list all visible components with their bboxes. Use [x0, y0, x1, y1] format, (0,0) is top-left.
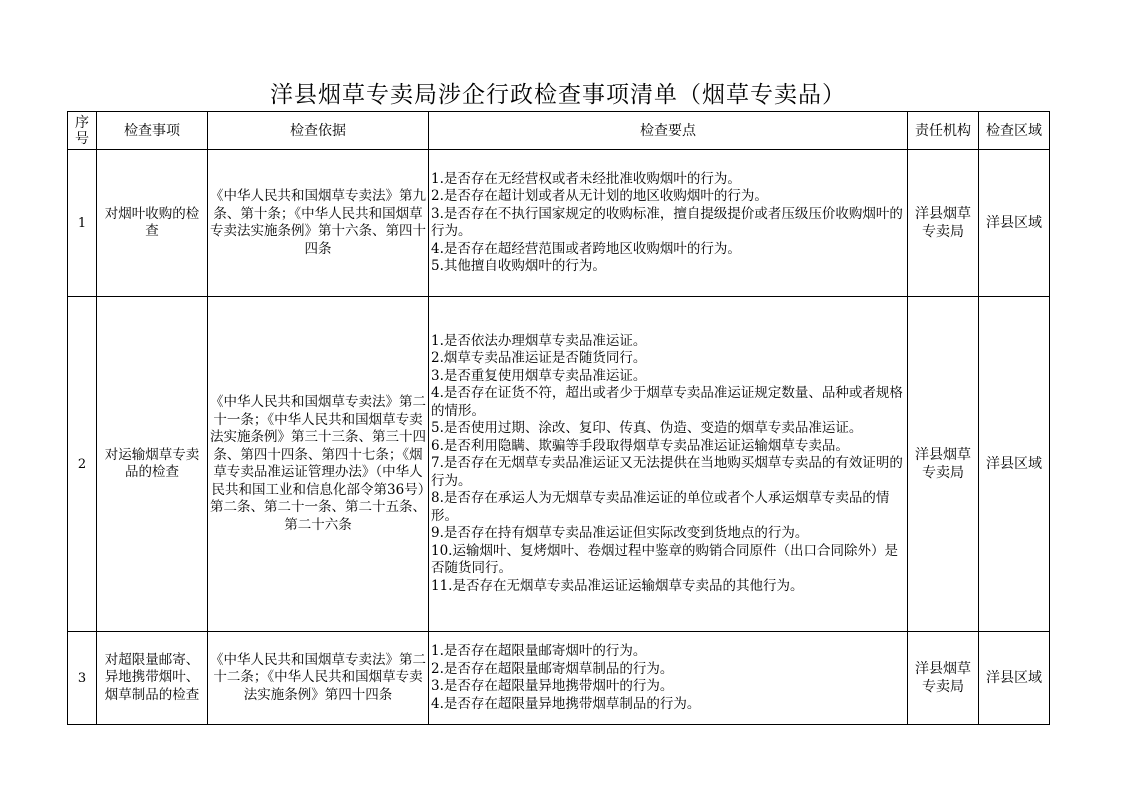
point-item: 2.是否存在超限量邮寄烟草制品的行为。 [431, 660, 674, 677]
point-item: 4.是否存在超限量异地携带烟草制品的行为。 [431, 695, 701, 712]
inspection-table [67, 111, 1050, 725]
point-item: 1.是否存在无经营权或者未经批准收购烟叶的行为。 [431, 170, 741, 187]
header-basis: 检查依据 [208, 112, 429, 150]
responsible-org: 洋县烟草专卖局 [908, 632, 979, 725]
header-org: 责任机构 [908, 112, 979, 150]
row-number: 1 [68, 150, 97, 297]
point-item: 5.是否使用过期、涂改、复印、传真、伪造、变造的烟草专卖品准运证。 [431, 420, 863, 437]
inspection-item: 对运输烟草专卖品的检查 [97, 297, 208, 632]
point-item: 9.是否存在持有烟草专卖品准运证但实际改变到货地点的行为。 [431, 525, 809, 542]
point-item: 11.是否存在无烟草专卖品准运证运输烟草专卖品的其他行为。 [431, 577, 804, 594]
header-area: 检查区域 [979, 112, 1050, 150]
point-item: 4.是否存在证货不符，超出或者少于烟草专卖品准运证规定数量、品种或者规格的情形。 [431, 385, 903, 419]
point-item: 7.是否存在无烟草专卖品准运证又无法提供在当地购买烟草专卖品的有效证明的行为。 [431, 455, 903, 489]
point-item: 10.运输烟叶、复烤烟叶、卷烟过程中鉴章的购销合同原件（出口合同除外）是否随货同行。 [431, 542, 898, 577]
inspection-basis: 《中华人民共和国烟草专卖法》第二十一条；《中华人民共和国烟草专卖法实施条例》第三十三条、第三十四条、第四十四条、第四十七条；《烟草专卖品准运证管理办法》（中华人民共和国工业和信息化部令第36号）第二条、第二十一条、第二十五条、第二十六条 [208, 297, 429, 632]
point-item: 8.是否存在承运人为无烟草专卖品准运证的单位或者个人承运烟草专卖品的情形。 [431, 490, 890, 524]
row-number: 2 [68, 297, 97, 632]
point-item: 2.烟草专卖品准运证是否随货同行。 [431, 350, 647, 367]
table-header-row [68, 112, 1050, 150]
inspection-area: 洋县区域 [979, 150, 1050, 297]
header-points: 检查要点 [429, 112, 908, 150]
inspection-item: 对超限量邮寄、异地携带烟叶、烟草制品的检查 [97, 632, 208, 725]
row-number: 3 [68, 632, 97, 725]
inspection-area: 洋县区域 [979, 632, 1050, 725]
point-item: 1.是否依法办理烟草专卖品准运证。 [431, 332, 647, 349]
inspection-points [429, 297, 908, 632]
document-title: 洋县烟草专卖局涉企行政检查事项清单（烟草专卖品） [270, 82, 846, 108]
header-item: 检查事项 [97, 112, 208, 150]
inspection-points [429, 150, 908, 297]
table-row [68, 632, 1050, 725]
header-no: 序号 [68, 112, 97, 150]
inspection-basis: 《中华人民共和国烟草专卖法》第九条、第十条；《中华人民共和国烟草专卖法实施条例》第十六条、第四十四条 [208, 150, 429, 297]
inspection-basis: 《中华人民共和国烟草专卖法》第二十二条；《中华人民共和国烟草专卖法实施条例》第四十四条 [208, 632, 429, 725]
inspection-item: 对烟叶收购的检查 [97, 150, 208, 297]
point-item: 5.其他擅自收购烟叶的行为。 [431, 258, 606, 274]
point-item: 3.是否存在不执行国家规定的收购标准，擅自提级提价或者压级压价收购烟叶的行为。 [431, 205, 903, 239]
table-row [68, 297, 1050, 632]
point-item: 4.是否存在超经营范围或者跨地区收购烟叶的行为。 [431, 240, 741, 257]
table-row [68, 150, 1050, 297]
point-item: 1.是否存在超限量邮寄烟叶的行为。 [431, 643, 647, 659]
inspection-points [429, 632, 908, 725]
point-item: 3.是否存在超限量异地携带烟叶的行为。 [431, 678, 674, 694]
point-item: 2.是否存在超计划或者从无计划的地区收购烟叶的行为。 [431, 188, 768, 204]
point-item: 3.是否重复使用烟草专卖品准运证。 [431, 367, 647, 384]
responsible-org: 洋县烟草专卖局 [908, 150, 979, 297]
point-item: 6.是否利用隐瞒、欺骗等手段取得烟草专卖品准运证运输烟草专卖品。 [431, 437, 849, 454]
responsible-org: 洋县烟草专卖局 [908, 297, 979, 632]
inspection-area: 洋县区域 [979, 297, 1050, 632]
